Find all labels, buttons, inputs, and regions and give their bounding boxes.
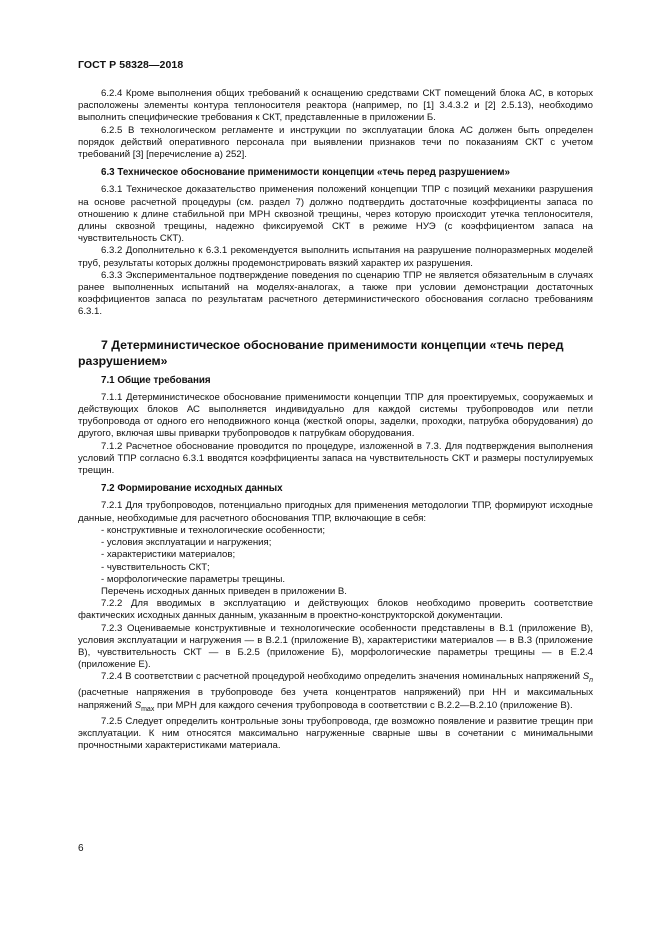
paragraph: 6.3.3 Экспериментальное подтверждение поведения по сценарию ТПР не является обязательным в случаях ранее выполненных испытаний на моделях-аналогах, а также при условии демонстрации достаточных коэффициентов запаса по результатам расчетного детерминистического обоснования согласно требованиям 6.3.1. (78, 269, 593, 318)
subsection-heading: 7.2 Формирование исходных данных (101, 483, 283, 495)
paragraph: 7.2.1 Для трубопроводов, потенциально пригодных для применения методологии ТПР, формируют исходные данные, необходимые для расчетного обоснования ТПР, включающие в себя: (78, 500, 593, 524)
page-number: 6 (78, 843, 84, 854)
paragraph: 7.1.1 Детерминистическое обоснование применимости концепции ТПР для проектируемых, сооружаемых и действующих блоков АС выполняется индивидуально для каждой системы трубопроводов или петли трубопровода от одного его неподвижного конца (жесткой опоры, заделки, проходки, патрубка оборудования) до другого, включая швы приварки трубопроводов к патрубкам оборудования. (78, 391, 593, 440)
paragraph: 7.2.3 Оцениваемые конструктивные и технологические особенности представлены в В.1 (приложение В), условия эксплуатации и нагружения — в В.2.1 (приложение В), характеристики материалов — в В.3 (приложение В), чувствительность СКТ — в Б.2.5 (приложение Б), морфологические параметры трещины — в Е.2.4 (приложение Е). (78, 622, 593, 671)
symbol-subscript: n (589, 677, 593, 685)
paragraph: 6.3.1 Техническое доказательство применения положений концепции ТПР с позиций механики разрушения на основе расчетной процедуры (см. раздел 7) должно подтвердить достаточные коэффициенты запаса по отношению к длине стабильной при МРН сквозной трещины, через которую происходит утечка теплоносителя, длины сквозной трещины, надежно фиксируемой СКТ в режиме НУЭ (с коэффициентом запаса на чувствительность СКТ). (78, 184, 593, 245)
symbol-s: S (582, 671, 590, 683)
document-body (78, 88, 593, 752)
subsection-heading: 7.1 Общие требования (101, 374, 211, 386)
paragraph-text: при МРН для каждого сечения трубопровода в соответствии с В.2.2—В.2.10 (приложение В). (154, 699, 573, 711)
paragraph: 7.1.2 Расчетное обоснование проводится по процедуре, изложенной в 7.3. Для подтверждения выполнения условий ТПР согласно 6.3.1 вводятся коэффициенты запаса на чувствительность СКТ и размеры постулируемых трещин. (78, 440, 593, 477)
list-item: - условия эксплуатации и нагружения; (101, 537, 272, 549)
list-item: - морфологические параметры трещины. (101, 573, 286, 585)
symbol-subscript: max (141, 705, 155, 713)
section-heading: 7 Детерминистическое обоснование применимости концепции «течь перед разрушением» (78, 337, 564, 368)
paragraph: 7.2.5 Следует определить контрольные зоны трубопровода, где возможно появление и развитие трещин при эксплуатации. К ним относятся максимально нагруженные сварные швы в сочетании с минимальными прочностными характеристиками материала. (78, 715, 593, 752)
list-item: - конструктивные и технологические особенности; (101, 524, 326, 536)
list-item: - чувствительность СКТ; (101, 561, 210, 573)
paragraph-text: 7.2.4 В соответствии с расчетной процедурой необходимо определить значения номинальных напряжений (101, 671, 583, 683)
paragraph-text: (расчетные напряжения в трубопроводе без учета концентратов напряжений) при НН и максимальных напряжений (78, 687, 593, 711)
paragraph: 6.2.5 В технологическом регламенте и инструкции по эксплуатации блока АС должен быть определен порядок действий оперативного персонала при выявлении признаков течи по показаниям СКТ с учетом требований [3] [перечисление а) 252]. (78, 124, 593, 161)
paragraph: 6.2.4 Кроме выполнения общих требований к оснащению средствами СКТ помещений блока АС, в которых расположены элементы контура теплоносителя реактора (например, по [1] 3.4.3.2 и [2] 2.5.13), необходимо выполнить специфические требования к СКТ, представленные в приложении Б. (78, 88, 593, 124)
symbol-s: S (134, 699, 142, 711)
list-item: - характеристики материалов; (101, 549, 236, 561)
paragraph: Перечень исходных данных приведен в приложении В. (101, 585, 347, 597)
paragraph: 7.2.2 Для вводимых в эксплуатацию и действующих блоков необходимо проверить соответствие фактических исходных данных данным, указанным в проектно-конструкторской документации. (78, 598, 593, 622)
subsection-heading: 6.3 Техническое обоснование применимости концепции «течь перед разрушением» (101, 167, 510, 179)
paragraph: 6.3.2 Дополнительно к 6.3.1 рекомендуется выполнить испытания на разрушение полноразмерных моделей труб, результаты которых должны продемонстрировать вязкий характер их разрушения. (78, 245, 593, 269)
paragraph (78, 671, 593, 715)
document-code-header: ГОСТ Р 58328—2018 (78, 59, 184, 71)
